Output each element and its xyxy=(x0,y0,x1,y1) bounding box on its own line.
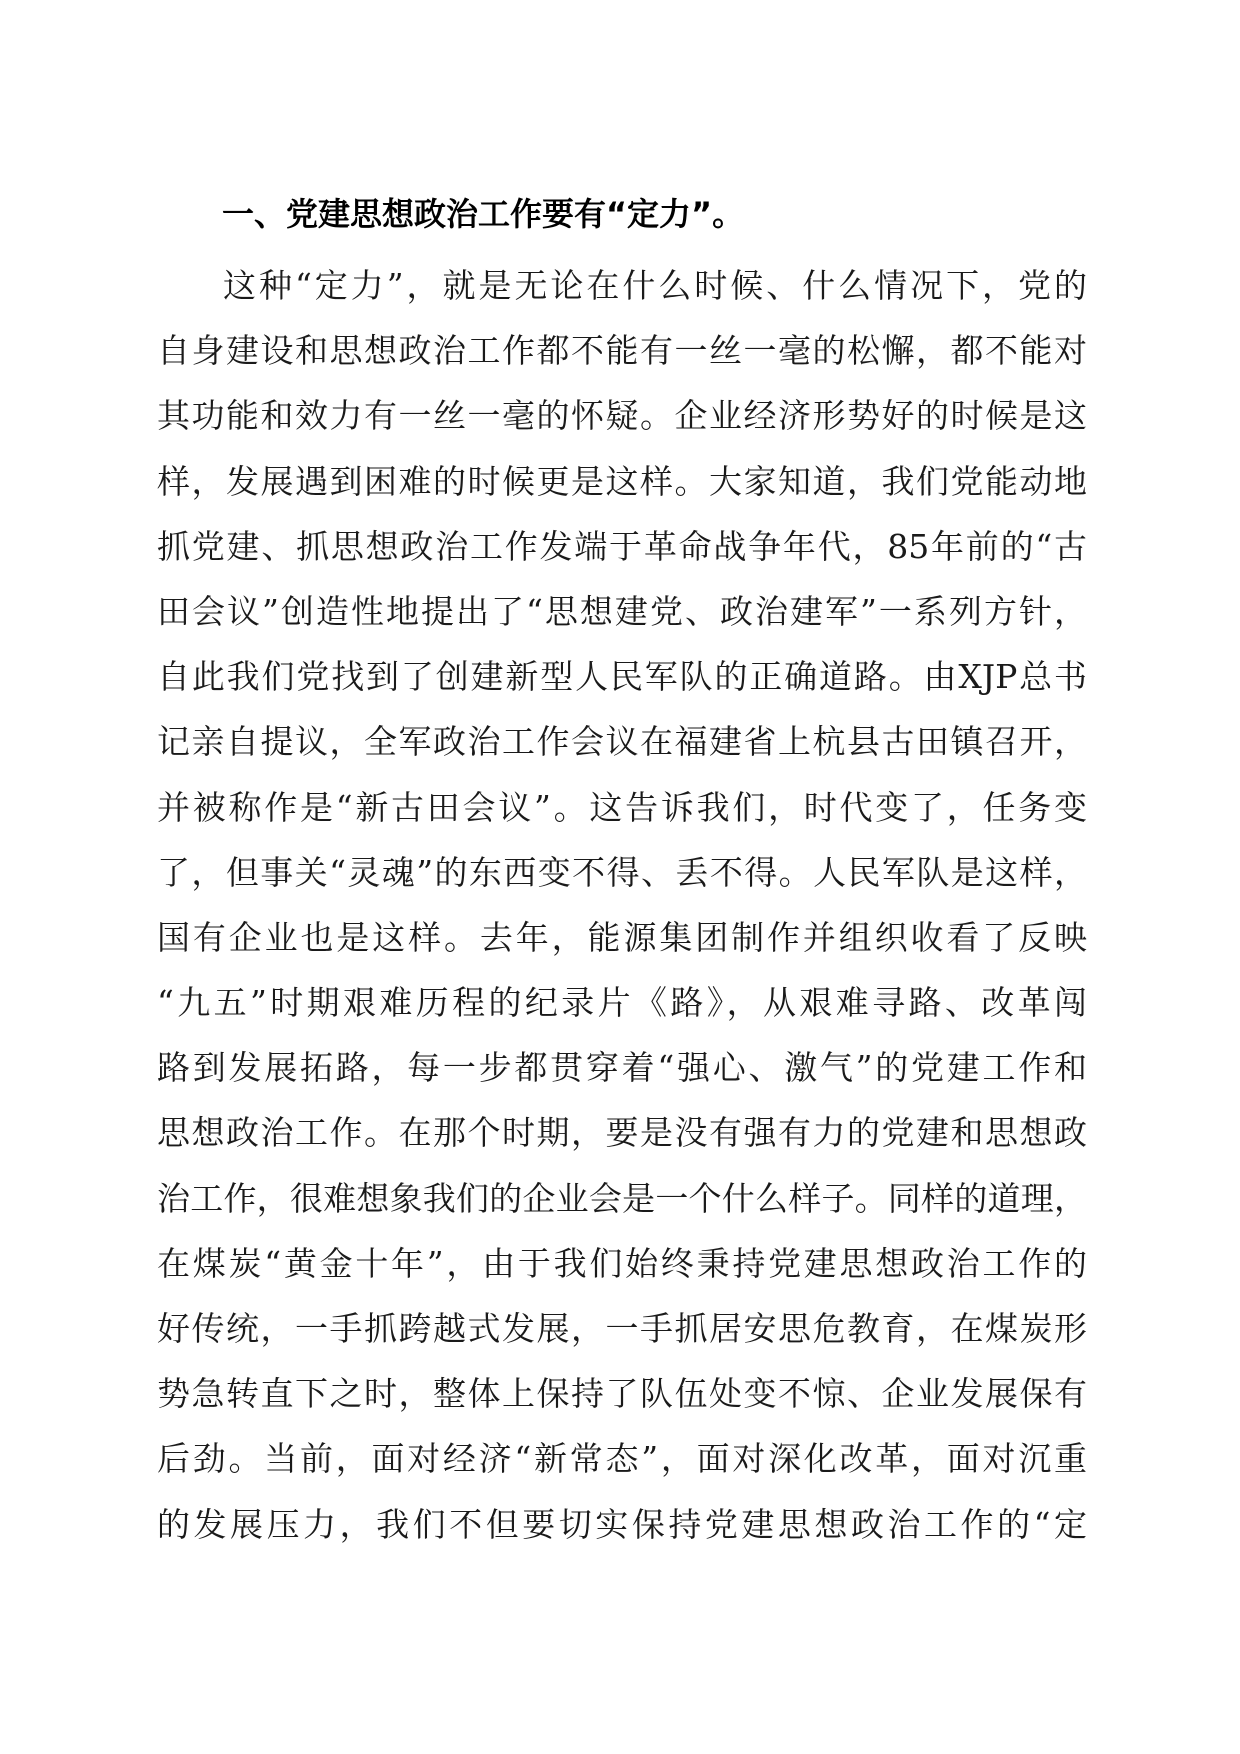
text-line: 的发展压力，我们不但要切实保持党建思想政治工作的“定 xyxy=(157,1504,1087,1544)
text-line: 记亲自提议，全军政治工作会议在福建省上杭县古田镇召开， xyxy=(157,722,1087,762)
text-line: 好传统，一手抓跨越式发展，一手抓居安思危教育，在煤炭形 xyxy=(157,1309,1087,1348)
text-line: 势急转直下之时，整体上保持了队伍处变不惊、企业发展保有 xyxy=(157,1374,1087,1414)
text-line: 田会议”创造性地提出了“思想建党、政治建军”一系列方针， xyxy=(157,591,1087,631)
text-line: 自此我们党找到了创建新型人民军队的正确道路。由XJP总书 xyxy=(157,657,1087,697)
text-line: “九五”时期艰难历程的纪录片《路》，从艰难寻路、改革闯 xyxy=(157,983,1087,1023)
text-line: 抓党建、抓思想政治工作发端于革命战争年代，85年前的“古 xyxy=(157,526,1087,566)
text-line: 其功能和效力有一丝一毫的怀疑。企业经济形势好的时候是这 xyxy=(157,396,1087,436)
text-line: 路到发展拓路，每一步都贯穿着“强心、激气”的党建工作和 xyxy=(157,1048,1087,1088)
section-heading: 一、党建思想政治工作要有“定力”。 xyxy=(222,195,745,233)
text-line: 这种“定力”，就是无论在什么时候、什么情况下，党的 xyxy=(223,266,1087,305)
text-line: 了，但事关“灵魂”的东西变不得、丢不得。人民军队是这样， xyxy=(157,852,1087,892)
text-line: 并被称作是“新古田会议”。这告诉我们，时代变了，任务变 xyxy=(157,787,1087,827)
text-line: 后劲。当前，面对经济“新常态”，面对深化改革，面对沉重 xyxy=(157,1439,1087,1479)
text-line: 思想政治工作。在那个时期，要是没有强有力的党建和思想政 xyxy=(157,1113,1087,1153)
text-line: 治工作，很难想象我们的企业会是一个什么样子。同样的道理， xyxy=(157,1178,1087,1218)
text-line: 国有企业也是这样。去年，能源集团制作并组织收看了反映 xyxy=(157,917,1087,957)
body-text xyxy=(157,253,1087,1557)
text-line: 自身建设和思想政治工作都不能有一丝一毫的松懈，都不能对 xyxy=(157,331,1087,371)
text-line: 样，发展遇到困难的时候更是这样。大家知道，我们党能动地 xyxy=(157,461,1087,501)
text-line: 在煤炭“黄金十年”，由于我们始终秉持党建思想政治工作的 xyxy=(157,1243,1087,1283)
